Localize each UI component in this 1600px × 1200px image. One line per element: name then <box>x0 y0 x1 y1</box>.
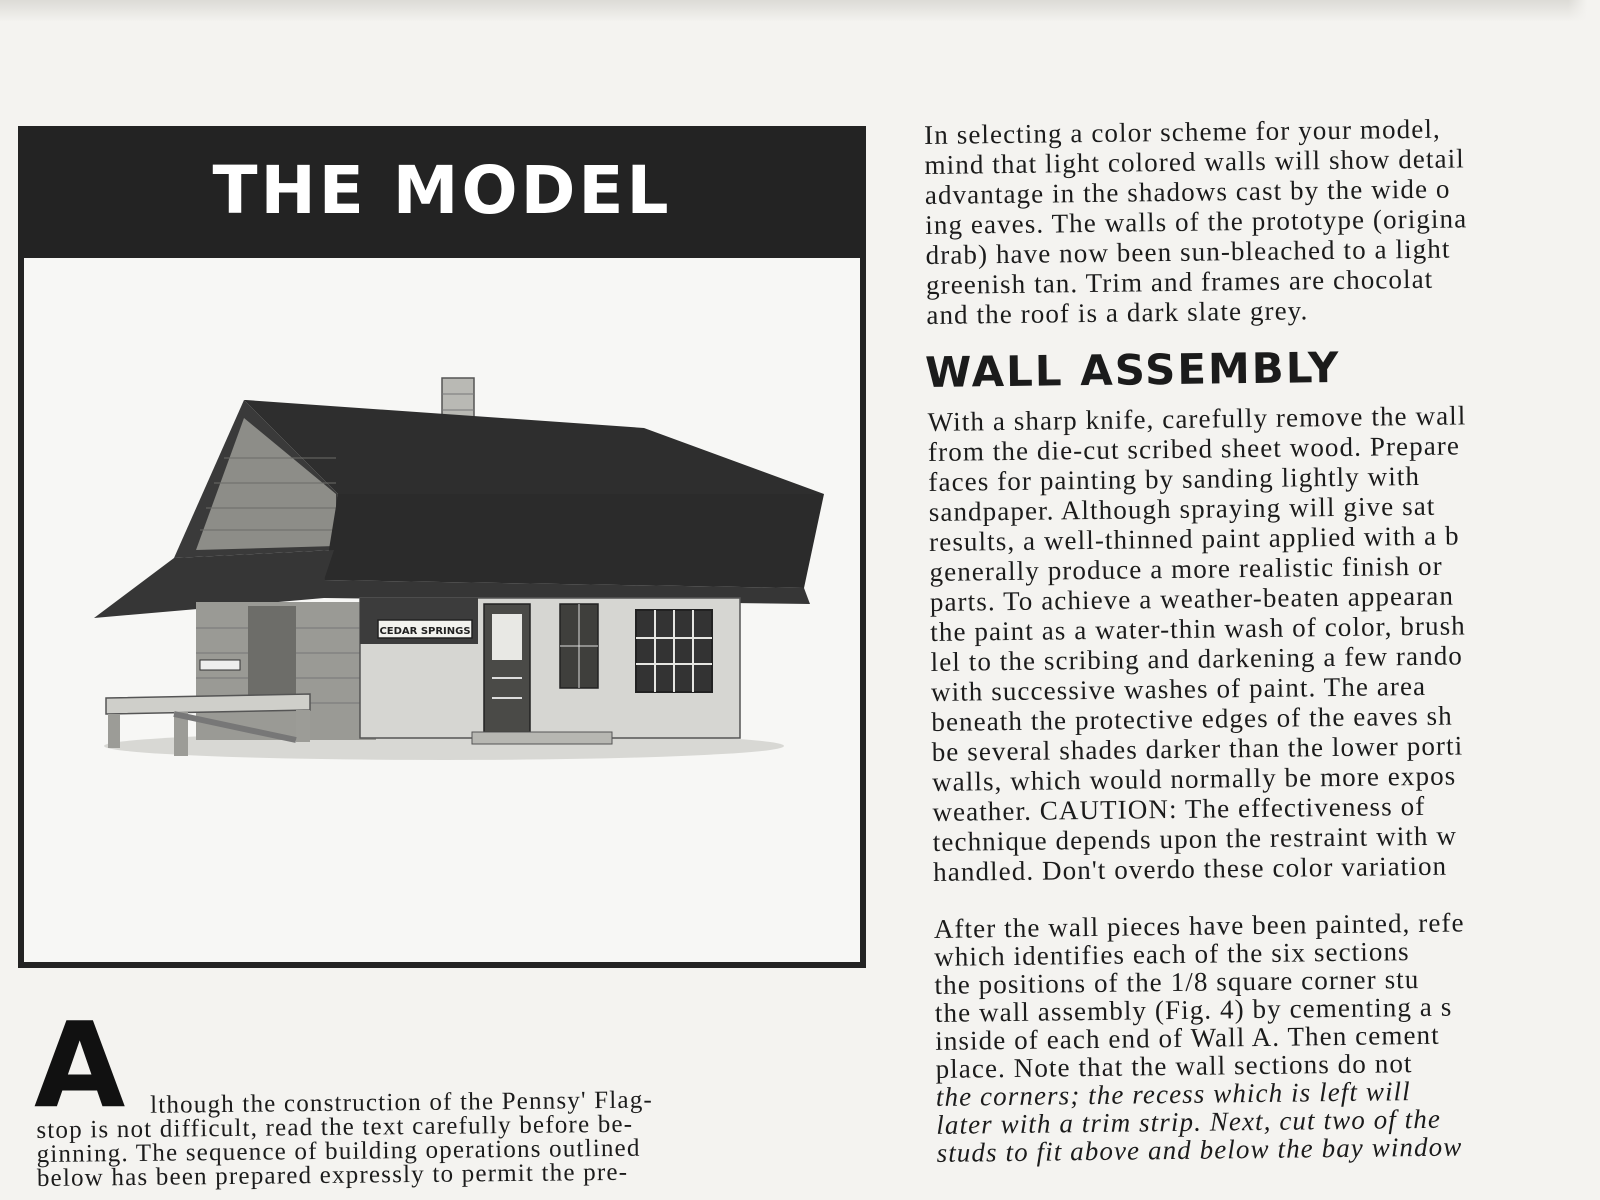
text-line: parts. To achieve a weather-beaten appearan <box>929 580 1455 617</box>
text-line: lel to the scribing and darkening a few rando <box>930 640 1464 677</box>
text-line: ginning. The sequence of building operations outlined <box>36 1134 641 1168</box>
main-roof <box>244 400 824 494</box>
text-line: studs to fit above and below the bay window <box>936 1131 1463 1168</box>
text-line: and the roof is a dark slate grey. <box>926 295 1309 330</box>
after-painting-paragraph <box>934 907 1600 1167</box>
text-line: advantage in the shadows cast by the wide o <box>924 173 1451 210</box>
wall-assembly-paragraph <box>928 399 1600 887</box>
text-line: inside of each end of Wall A. Then cement <box>935 1019 1440 1056</box>
panel-title: THE MODEL <box>212 152 672 229</box>
text-line: with successive washes of paint. The area <box>930 670 1427 707</box>
text-line: generally produce a more realistic finish or <box>929 550 1443 587</box>
model-panel <box>18 126 866 968</box>
text-line: below has been prepared expressly to permit the pre- <box>36 1158 629 1192</box>
text-line: lthough the construction of the Pennsy' Flag- <box>149 1086 654 1119</box>
text-line: later with a trim strip. Next, cut two of the <box>936 1103 1442 1140</box>
section-heading: WALL ASSEMBLY <box>924 342 1341 398</box>
drop-cap: A <box>34 996 126 1134</box>
side-door <box>248 606 296 700</box>
text-line: handled. Don't overdo these color variation <box>933 850 1448 887</box>
side-sign <box>200 660 240 670</box>
text-line: beneath the protective edges of the eaves sh <box>931 700 1453 737</box>
text-line: from the die-cut scribed sheet wood. Prepare <box>927 430 1461 467</box>
station-model-illustration <box>24 258 860 962</box>
text-line: walls, which would normally be more expos <box>931 760 1457 797</box>
text-line: the corners; the recess which is left will <box>935 1076 1411 1112</box>
text-line: the wall assembly (Fig. 4) by cementing a s <box>934 991 1453 1028</box>
text-line: which identifies each of the six sections <box>934 936 1410 972</box>
text-line: results, a well-thinned paint applied with a b <box>928 520 1460 557</box>
color-scheme-paragraph <box>924 112 1600 330</box>
intro-paragraph <box>36 1086 877 1191</box>
text-line: greenish tan. Trim and frames are chocolat <box>925 263 1434 300</box>
text-line: With a sharp knife, carefully remove the wall <box>927 400 1467 437</box>
text-line: sandpaper. Although spraying will give sat <box>928 490 1436 527</box>
text-line: In selecting a color scheme for your model, <box>924 113 1441 150</box>
right-column <box>924 112 1600 1167</box>
text-line: stop is not difficult, read the text carefully before be- <box>36 1110 634 1144</box>
platform-deck <box>106 694 310 714</box>
station-sign-text: CEDAR SPRINGS <box>379 626 471 637</box>
text-line: place. Note that the wall sections do not <box>935 1048 1413 1084</box>
text-line: the paint as a water-thin wash of color, brush <box>930 610 1466 647</box>
model-photo <box>24 258 860 962</box>
text-line: After the wall pieces have been painted, refe <box>933 907 1465 944</box>
text-line: drab) have now been sun-bleached to a light <box>925 233 1451 270</box>
text-line: be several shades darker than the lower porti <box>931 730 1464 767</box>
front-step <box>472 732 612 744</box>
page-top-edge <box>0 0 1600 22</box>
text-line: the positions of the 1/8 square corner stu <box>934 964 1420 1000</box>
text-line: ing eaves. The walls of the prototype (origina <box>925 203 1468 240</box>
text-line: technique depends upon the restraint with w <box>932 820 1458 857</box>
text-line: faces for painting by sanding lightly with <box>928 460 1421 497</box>
text-line: mind that light colored walls will show detail <box>924 143 1465 180</box>
page-right-fade <box>1568 0 1600 1200</box>
text-line: weather. CAUTION: The effectiveness of <box>932 790 1426 827</box>
